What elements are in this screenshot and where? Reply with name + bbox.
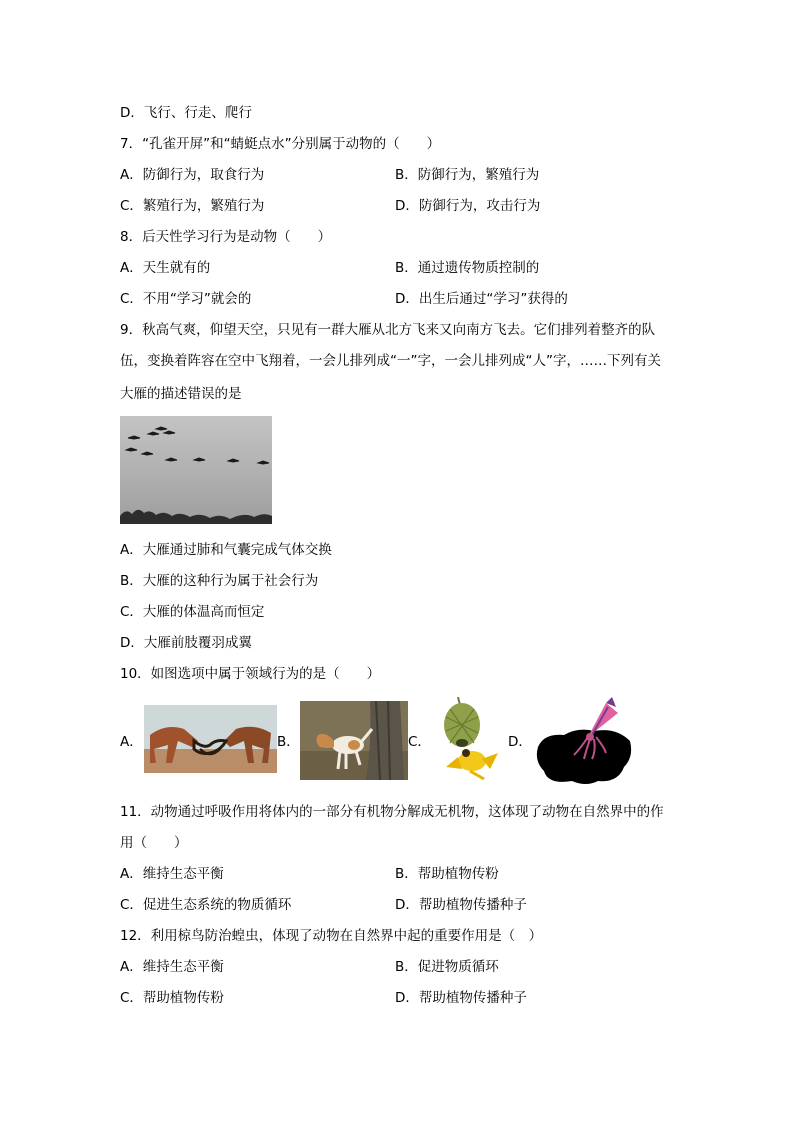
q10-label-d: D．: [508, 734, 532, 750]
q9-stem-line2: 伍，变换着阵容在空中飞翔着，一会儿排列成“一”字，一会儿排列成“人”字，……下列有关: [120, 353, 661, 369]
q9-option-c: C．大雁的体温高而恒定: [120, 604, 265, 620]
q8-option-c: C．不用“学习”就会的: [120, 291, 252, 307]
q7-option-a: A．防御行为，取食行为: [120, 167, 265, 183]
q7-stem: 7．“孔雀开屏”和“蜻蜓点水”分别属于动物的（ ）: [120, 136, 441, 152]
q9-option-a: A．大雁通过肺和气囊完成气体交换: [120, 542, 332, 558]
q11-stem-line2: 用（ ）: [120, 835, 188, 851]
q10-label-c: C．: [408, 734, 431, 750]
q11-option-c: C．促进生态系统的物质循环: [120, 897, 292, 913]
q10-label-b: B．: [277, 734, 300, 750]
q11-stem-line1: 11．动物通过呼吸作用将体内的一部分有机物分解成无机物，这体现了动物在自然界中的作: [120, 804, 664, 820]
q7-option-b: B．防御行为，繁殖行为: [395, 167, 540, 183]
q8-option-a: A．天生就有的: [120, 260, 211, 276]
q8-option-d: D．出生后通过“学习”获得的: [395, 291, 568, 307]
antelopes-fighting-image: [144, 705, 277, 773]
dog-marking-tree-image: [300, 701, 408, 780]
squid-silhouette-image: [534, 697, 634, 787]
q7-option-c: C．繁殖行为，繁殖行为: [120, 198, 265, 214]
geese-flying-image: [120, 416, 272, 524]
q12-stem: 12．利用椋鸟防治蝗虫，体现了动物在自然界中起的重要作用是（ ）: [120, 928, 543, 944]
q12-option-b: B．促进物质循环: [395, 959, 499, 975]
q11-option-a: A．维持生态平衡: [120, 866, 224, 882]
weaver-bird-nest-image: [432, 697, 506, 781]
q12-option-d: D．帮助植物传播种子: [395, 990, 527, 1006]
q7-option-d: D．防御行为，攻击行为: [395, 198, 541, 214]
q9-stem-line3: 大雁的描述错误的是: [120, 386, 242, 402]
q6-option-d: D．飞行、行走、爬行: [120, 105, 252, 121]
q9-option-b: B．大雁的这种行为属于社会行为: [120, 573, 319, 589]
q11-option-b: B．帮助植物传粉: [395, 866, 499, 882]
q9-option-d: D．大雁前肢覆羽成翼: [120, 635, 252, 651]
q8-option-b: B．通过遗传物质控制的: [395, 260, 540, 276]
q8-stem: 8．后天性学习行为是动物（ ）: [120, 229, 332, 245]
q12-option-a: A．维持生态平衡: [120, 959, 224, 975]
q12-option-c: C．帮助植物传粉: [120, 990, 224, 1006]
q10-stem: 10．如图选项中属于领域行为的是（ ）: [120, 666, 381, 682]
q11-option-d: D．帮助植物传播种子: [395, 897, 527, 913]
q9-stem-line1: 9．秋高气爽，仰望天空，只见有一群大雁从北方飞来又向南方飞去。它们排列着整齐的队: [120, 322, 656, 338]
q10-label-a: A．: [120, 734, 143, 750]
